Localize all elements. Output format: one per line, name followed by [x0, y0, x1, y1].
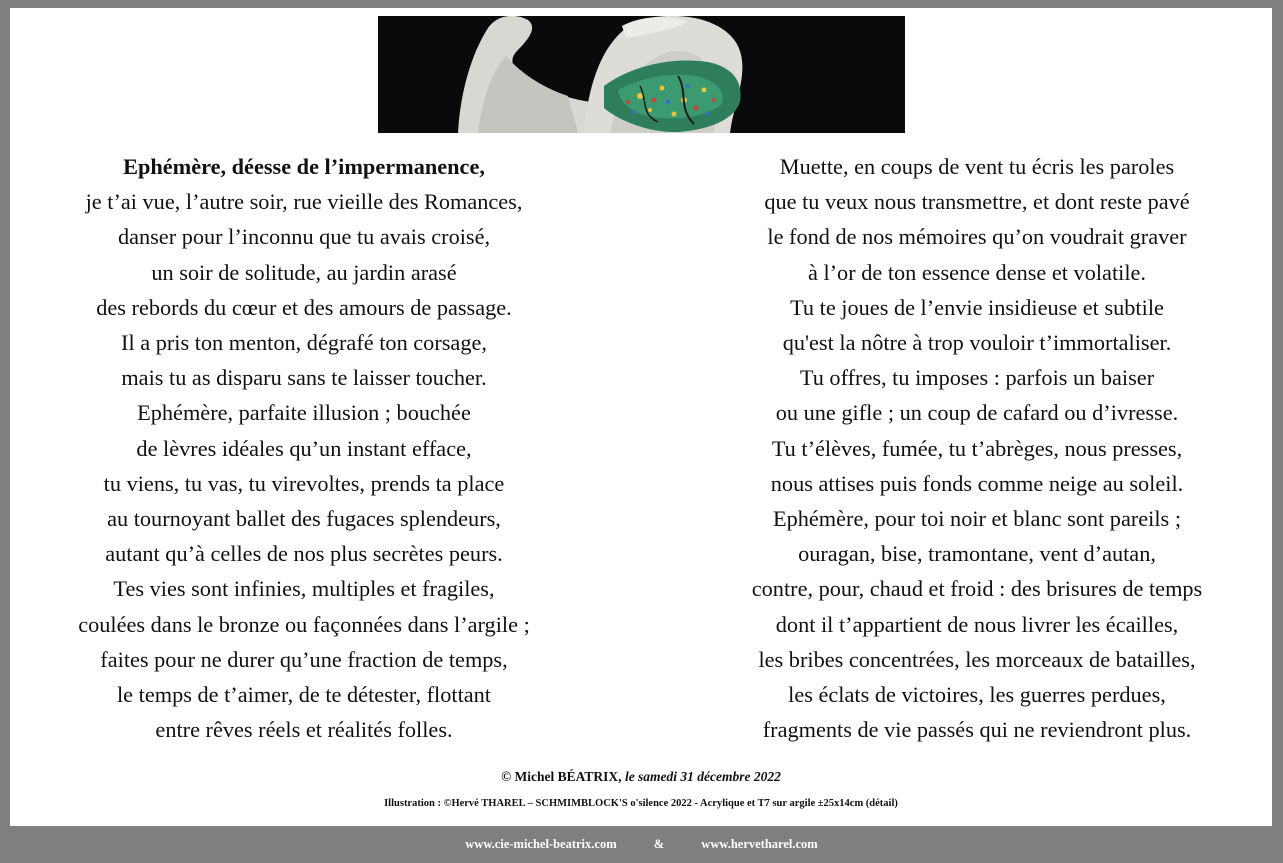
author-credit	[10, 769, 1272, 785]
poem-line: Tu offres, tu imposes : parfois un baiser	[799, 365, 1155, 391]
poem-line: mais tu as disparu sans te laisser toucher.	[121, 365, 487, 391]
poem-line: contre, pour, chaud et froid : des brisures de temps	[751, 576, 1203, 602]
poem-title: Ephémère, déesse de l’impermanence,	[123, 154, 485, 179]
sculpture-illustration	[378, 16, 905, 133]
poem-line: Ephémère, pour toi noir et blanc sont pareils ;	[772, 506, 1182, 532]
poem-line: de lèvres idéales qu’un instant efface,	[136, 435, 472, 461]
poem-line: faites pour ne durer qu’une fraction de temps,	[100, 646, 508, 672]
poem-line: que tu veux nous transmettre, et dont reste pavé	[764, 189, 1190, 215]
poem-line: Il a pris ton menton, dégrafé ton corsage,	[121, 330, 487, 356]
poem-line: Tes vies sont infinies, multiples et fragiles,	[113, 576, 495, 602]
poem-line: je t’ai vue, l’autre soir, rue vieille des Romances,	[85, 189, 523, 215]
poem-left-column	[24, 149, 584, 747]
poem-page	[10, 8, 1272, 826]
poem-line: danser pour l’inconnu que tu avais croisé,	[117, 224, 491, 250]
illustration-credit: Illustration : ©Hervé THAREL – SCHMIMBLOCK'S o'silence 2022 - Acrylique et T7 sur argile ±25x14cm (détail)	[384, 798, 898, 809]
poem-line: le fond de nos mémoires qu’on voudrait graver	[767, 224, 1187, 250]
poem-line: Muette, en coups de vent tu écris les paroles	[779, 154, 1175, 179]
poem-line: un soir de solitude, au jardin arasé	[151, 259, 457, 285]
poem-line: tu viens, tu vas, tu virevoltes, prends ta place	[103, 470, 505, 496]
poem-line: fragments de vie passés qui ne reviendront plus.	[762, 717, 1192, 743]
website-link-hervetharel[interactable]: www.hervetharel.com	[701, 837, 818, 851]
poem-line: ouragan, bise, tramontane, vent d’autan,	[798, 541, 1156, 567]
poem-line: Ephémère, parfaite illusion ; bouchée	[137, 400, 471, 426]
poem-line: coulées dans le bronze ou façonnées dans l’argile ;	[78, 611, 530, 637]
poem-line: les éclats de victoires, les guerres perdues,	[788, 682, 1166, 708]
poem-line: nous attises puis fonds comme neige au soleil.	[770, 470, 1184, 496]
sculpture-image	[378, 16, 905, 133]
poem-line: ou une gifle ; un coup de cafard ou d’ivresse.	[775, 400, 1179, 426]
author-name: © Michel BÉATRIX,	[501, 769, 622, 784]
poem-line: Tu t’élèves, fumée, tu t’abrèges, nous presses,	[771, 435, 1183, 461]
poem-line: autant qu’à celles de nos plus secrètes peurs.	[105, 541, 503, 567]
poem-line: Tu te joues de l’envie insidieuse et subtile	[790, 294, 1164, 320]
footer-links	[0, 826, 1283, 863]
footer-separator: &	[653, 837, 665, 851]
poem-line: à l’or de ton essence dense et volatile.	[807, 259, 1147, 285]
poem-line: qu'est la nôtre à trop vouloir t’immortaliser.	[782, 330, 1172, 356]
poem-line: au tournoyant ballet des fugaces splendeurs,	[107, 506, 501, 532]
poem-line: le temps de t’aimer, de te détester, flottant	[116, 682, 492, 708]
poem-date: le samedi 31 décembre 2022	[624, 769, 781, 784]
poem-right-column	[692, 149, 1262, 747]
poem-line: entre rêves réels et réalités folles.	[155, 717, 453, 743]
poem-line: les bribes concentrées, les morceaux de batailles,	[758, 646, 1196, 672]
poem-line: des rebords du cœur et des amours de passage.	[96, 294, 512, 320]
poem-line: dont il t’appartient de nous livrer les écailles,	[775, 611, 1179, 637]
website-link-cie-michel-beatrix[interactable]: www.cie-michel-beatrix.com	[465, 837, 617, 851]
